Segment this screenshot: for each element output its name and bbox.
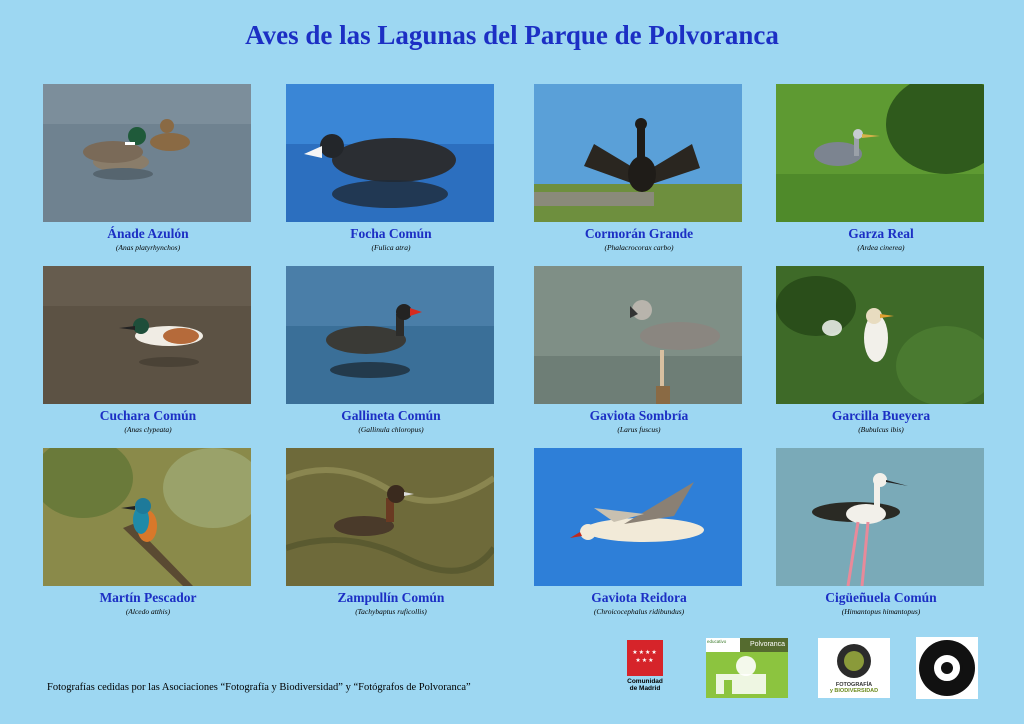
bird-card-garza-real bbox=[776, 84, 986, 252]
bird-scientific-name: (Larus fuscus) bbox=[617, 425, 661, 434]
biodiversidad-label: y BIODIVERSIDAD bbox=[829, 688, 879, 694]
camera-lens-icon bbox=[837, 644, 871, 678]
photo-cuchara-comun bbox=[43, 266, 251, 404]
bird-card-zampullin-comun bbox=[286, 448, 496, 616]
bird-card-ciguenuela-comun bbox=[776, 448, 986, 616]
bird-scientific-name: (Bubulcus ibis) bbox=[858, 425, 904, 434]
fotografos-polvoranca-logo bbox=[916, 637, 978, 699]
bird-common-name: Focha Común bbox=[350, 226, 432, 241]
madrid-flag-icon: ★★★★ ★★★ bbox=[627, 640, 663, 676]
fotografia-biodiversidad-logo bbox=[818, 638, 890, 698]
bird-scientific-name: (Anas clypeata) bbox=[124, 425, 172, 434]
bird-card-cormoran-grande bbox=[534, 84, 744, 252]
bird-common-name: Cuchara Común bbox=[99, 408, 197, 423]
comunidad-de-madrid-logo bbox=[624, 640, 666, 698]
bird-common-name: Gaviota Sombría bbox=[589, 408, 689, 423]
photo-gaviota-reidora bbox=[534, 448, 742, 586]
bird-common-name: Garcilla Bueyera bbox=[831, 408, 931, 423]
bird-common-name: Gaviota Reidora bbox=[591, 590, 687, 605]
bird-scientific-name: (Phalacrocorax carbo) bbox=[604, 243, 674, 252]
comunidad-de-madrid-label: Comunidad de Madrid bbox=[627, 678, 663, 692]
bird-card-gaviota-reidora bbox=[534, 448, 744, 616]
photo-gallineta-comun bbox=[286, 266, 494, 404]
bird-common-name: Cigüeñuela Común bbox=[825, 590, 937, 605]
bird-common-name: Cormorán Grande bbox=[584, 226, 694, 241]
bird-scientific-name: (Chroicocephalus ridibundus) bbox=[593, 607, 685, 616]
bird-scientific-name: (Himantopus himantopus) bbox=[841, 607, 921, 616]
fotografia-label: FOTOGRAFÍA bbox=[835, 682, 873, 688]
photo-focha-comun bbox=[286, 84, 494, 222]
bird-card-gallineta-comun bbox=[286, 266, 496, 434]
polvoranca-label: Polvoranca bbox=[740, 638, 788, 652]
educativo-polvoranca-logo bbox=[706, 638, 788, 698]
photo-zampullin-comun bbox=[286, 448, 494, 586]
photo-anade-azulon bbox=[43, 84, 251, 222]
photo-ciguenuela-comun bbox=[776, 448, 984, 586]
bird-scientific-name: (Anas platyrhynchos) bbox=[115, 243, 181, 252]
page-title: Aves de las Lagunas del Parque de Polvoranca bbox=[245, 20, 779, 50]
bird-common-name: Garza Real bbox=[848, 226, 914, 241]
bird-scientific-name: (Tachybaptus ruficollis) bbox=[355, 607, 427, 616]
bird-common-name: Ánade Azulón bbox=[107, 226, 189, 241]
photo-garcilla-bueyera bbox=[776, 266, 984, 404]
educativo-label: educativo bbox=[706, 638, 740, 652]
bird-scientific-name: (Gallinula chloropus) bbox=[358, 425, 424, 434]
bird-scientific-name: (Fulica atra) bbox=[371, 243, 411, 252]
bird-common-name: Martín Pescador bbox=[99, 590, 197, 605]
bird-scientific-name: (Alcedo atthis) bbox=[125, 607, 171, 616]
tree-house-icon bbox=[706, 652, 788, 698]
bird-card-focha-comun bbox=[286, 84, 496, 252]
bird-card-martin-pescador bbox=[43, 448, 253, 616]
photo-credits: Fotografías cedidas por las Asociaciones “Fotografía y Biodiversidad” y “Fotógrafos de Polvoranca” bbox=[47, 682, 471, 693]
photo-garza-real bbox=[776, 84, 984, 222]
aperture-icon bbox=[919, 640, 975, 696]
bird-card-cuchara-comun bbox=[43, 266, 253, 434]
bird-card-anade-azulon bbox=[43, 84, 253, 252]
photo-martin-pescador bbox=[43, 448, 251, 586]
bird-common-name: Gallineta Común bbox=[341, 408, 441, 423]
bird-scientific-name: (Ardea cinerea) bbox=[857, 243, 905, 252]
photo-gaviota-sombria bbox=[534, 266, 742, 404]
bird-card-garcilla-bueyera bbox=[776, 266, 986, 434]
photo-cormoran-grande bbox=[534, 84, 742, 222]
bird-common-name: Zampullín Común bbox=[337, 590, 445, 605]
bird-card-gaviota-sombria bbox=[534, 266, 744, 434]
